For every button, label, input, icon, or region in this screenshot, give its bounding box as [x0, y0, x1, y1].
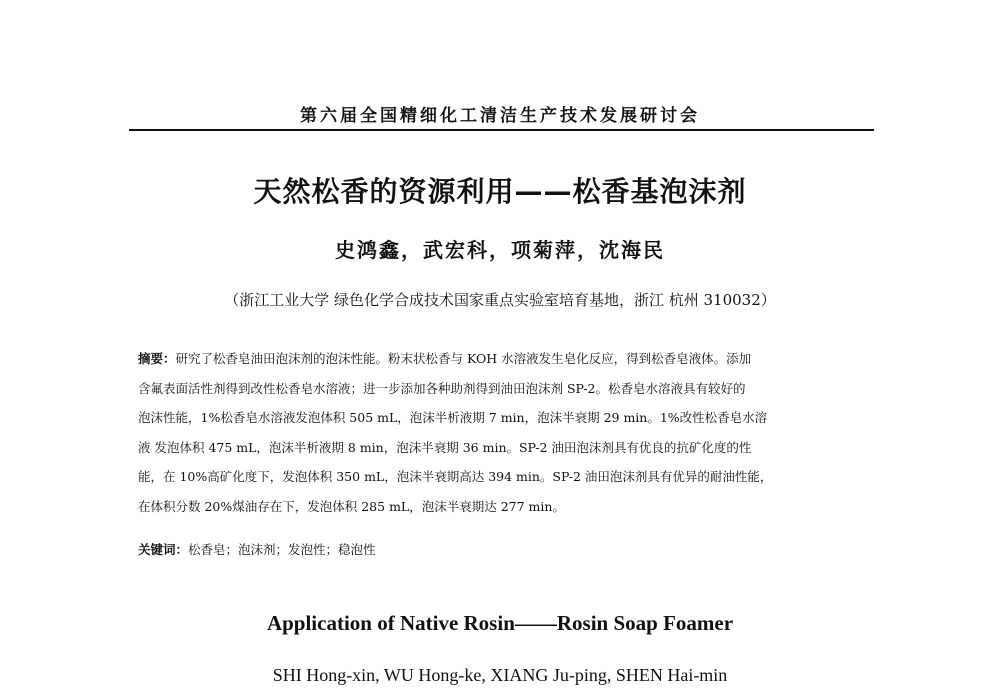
conference-header: 第六届全国精细化工清洁生产技术发展研讨会 — [300, 106, 700, 126]
abstract-line: 液 发泡体积 475 mL，泡沫半析液期 8 min，泡沫半衰期 36 min。SP-2 油田泡沫剂具有优良的抗矿化度的性 — [138, 439, 752, 455]
abstract-line: 能，在 10%高矿化度下，发泡体积 350 mL，泡沫半衰期高达 394 min。SP-2 油田泡沫剂具有优异的耐油性能， — [138, 469, 773, 484]
abstract-line: 在体积分数 20%煤油存在下，发泡体积 285 mL，泡沫半衰期达 277 min。 — [138, 498, 565, 514]
abstract-line: 含氟表面活性剂得到改性松香皂水溶液；进一步添加各种助剂得到油田泡沫剂 SP-2。松香皂水溶液具有较好的 — [138, 380, 746, 396]
abstract-cn — [138, 344, 868, 521]
abstract-line-text: 研究了松香皂油田泡沫剂的泡沫性能。粉末状松香与 KOH 水溶液发生皂化反应，得到松香皂液体。添加 — [175, 351, 752, 366]
affiliation-cn: （浙江工业大学 绿色化学合成技术国家重点实验室培育基地，浙江 杭州 310032） — [224, 291, 776, 309]
abstract-line: 泡沫性能，1%松香皂水溶液发泡体积 505 mL，泡沫半析液期 7 min，泡沫半衰期 29 min。1%改性松香皂水溶 — [138, 410, 768, 425]
header-divider — [129, 129, 874, 131]
abstract-label: 摘要： — [138, 351, 176, 366]
keywords-label: 关键词： — [138, 542, 189, 557]
abstract-line — [138, 344, 868, 374]
authors-en: SHI Hong-xin, WU Hong-ke, XIANG Ju-ping, SHEN Hai-min — [272, 665, 728, 685]
keywords-cn — [138, 540, 868, 558]
keywords-text: 松香皂；泡沫剂；发泡性；稳泡性 — [188, 542, 376, 557]
authors-cn: 史鸿鑫，武宏科，项菊萍，沈海民 — [335, 238, 665, 262]
paper-title-en: Application of Native Rosin——Rosin Soap Foamer — [266, 611, 734, 635]
paper-title-cn: 天然松香的资源利用——松香基泡沫剂 — [253, 175, 747, 208]
